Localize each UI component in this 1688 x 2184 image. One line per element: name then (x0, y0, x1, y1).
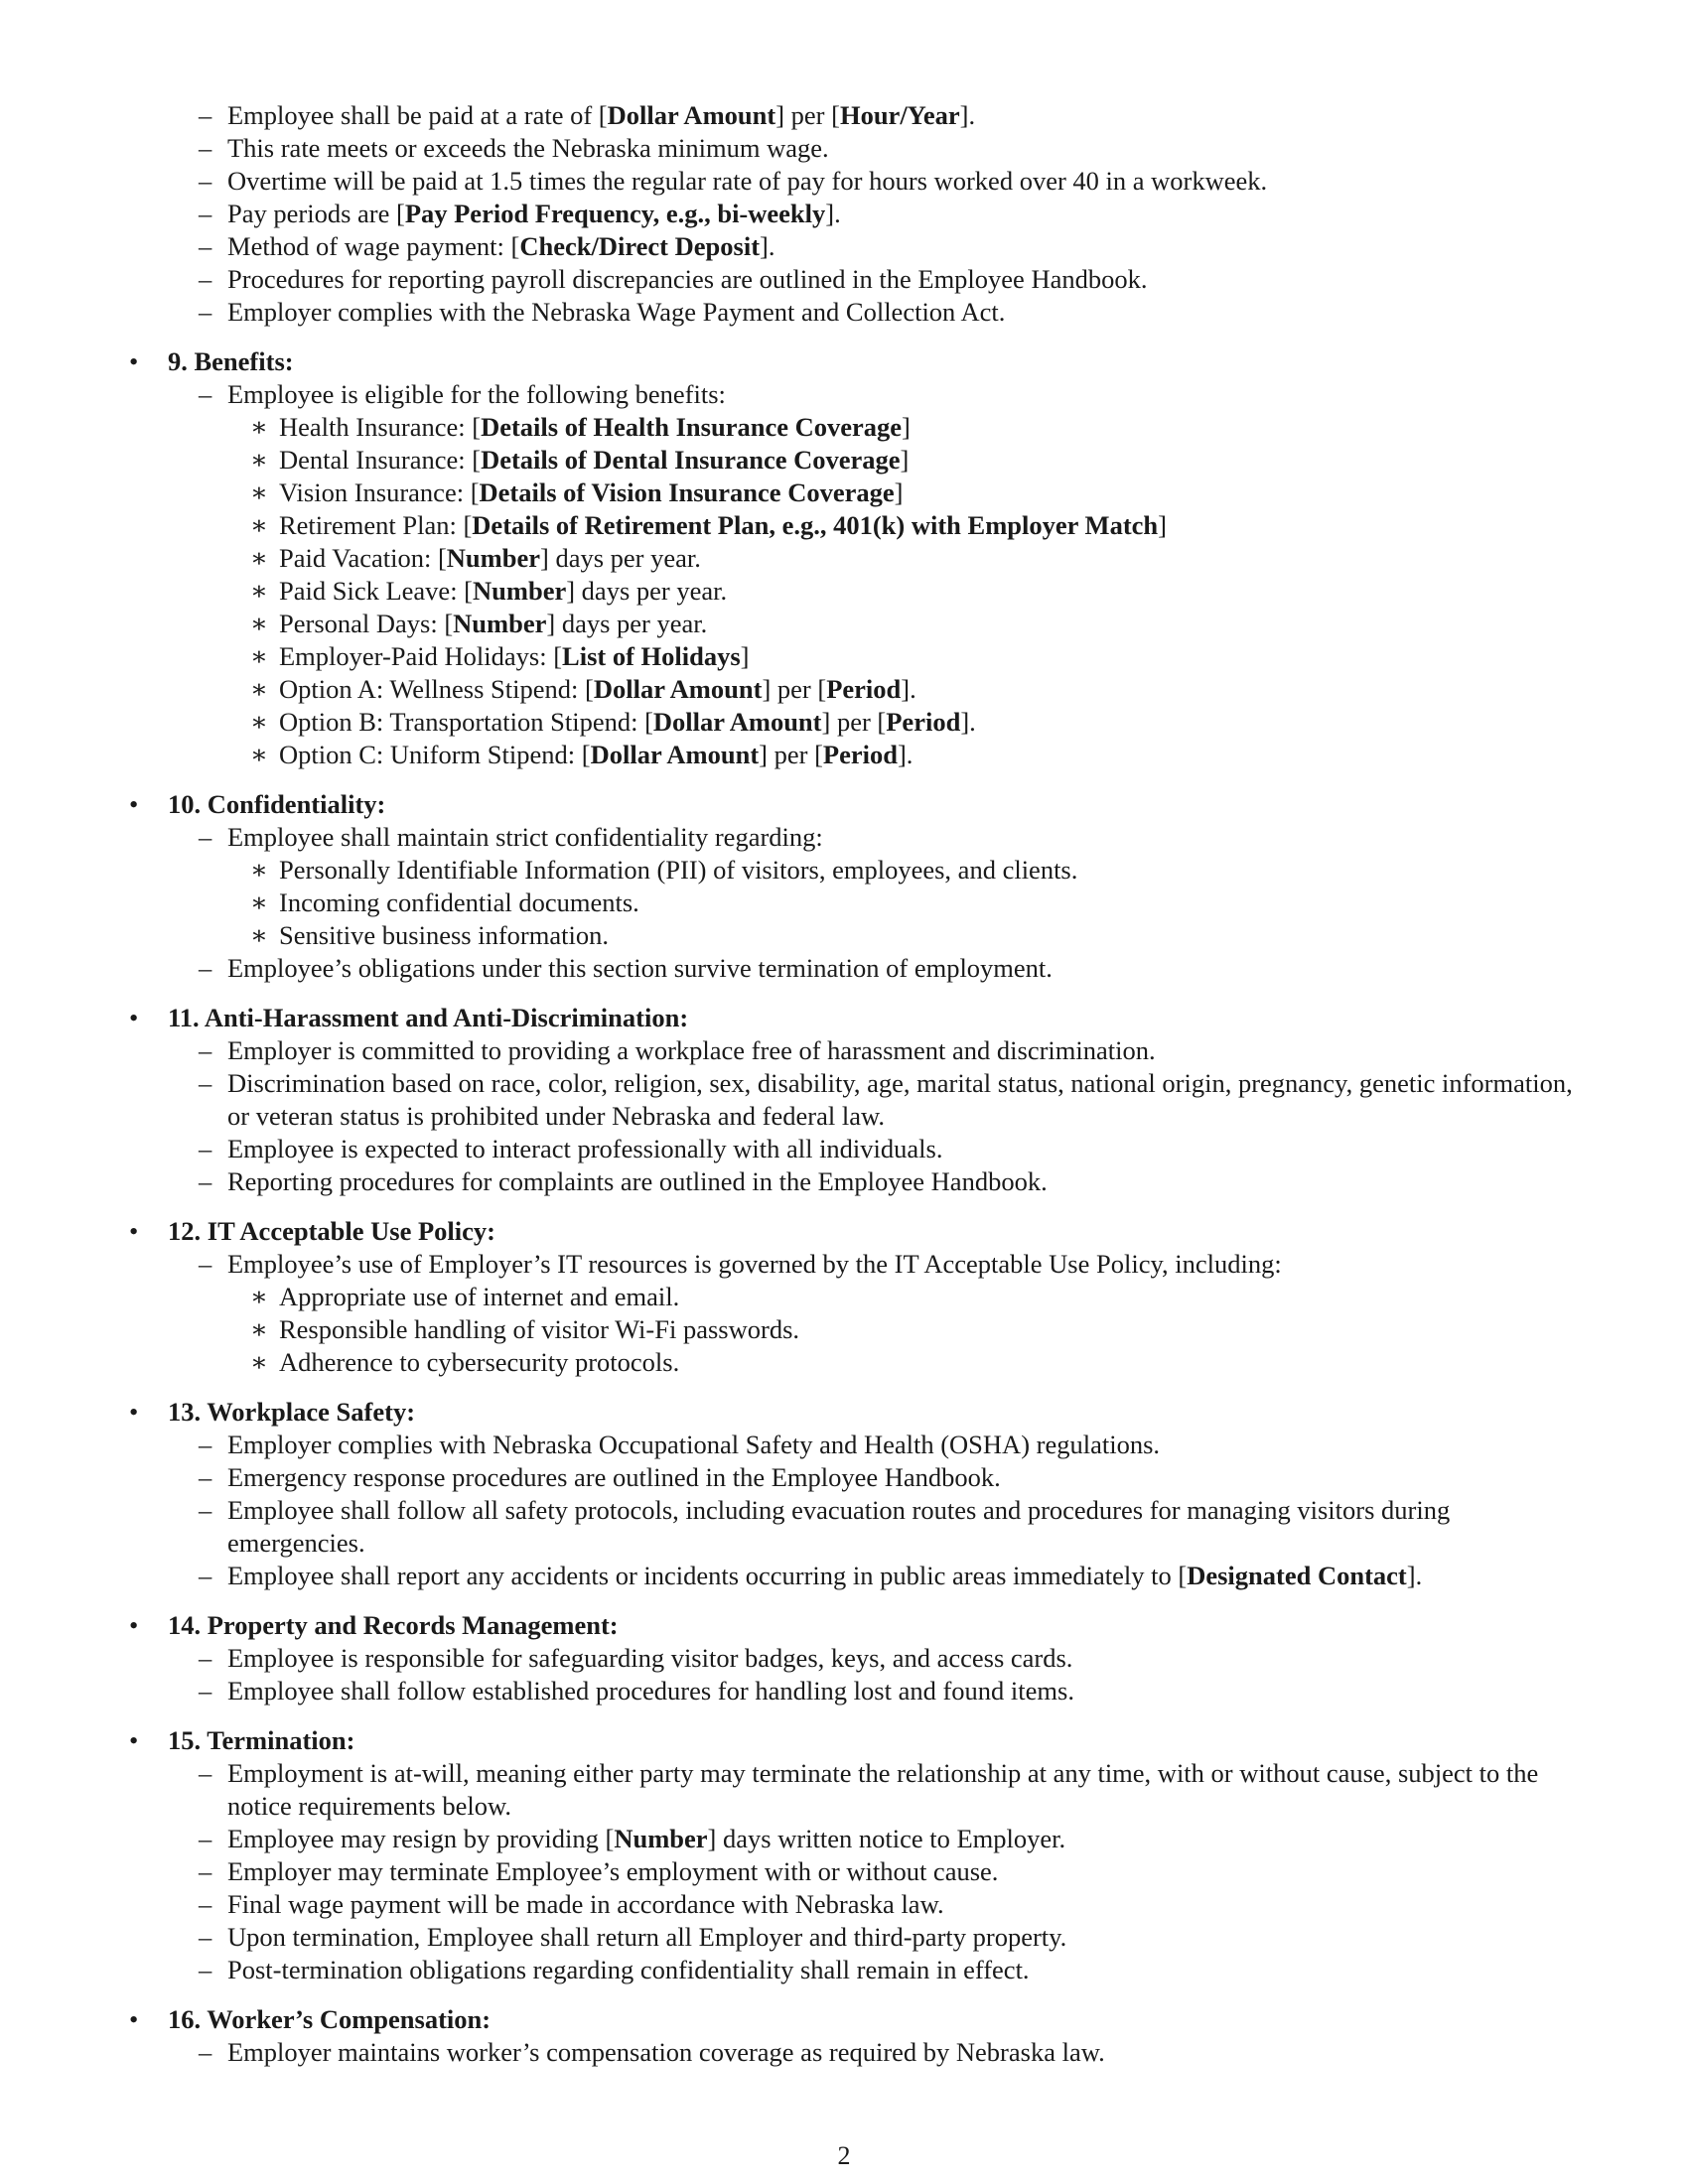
dash-bullet-icon: – (199, 1643, 212, 1673)
list-item-text (227, 1462, 1001, 1492)
list-item (129, 1855, 1589, 1888)
list-item (129, 1034, 1589, 1067)
text-run: Reporting procedures for complaints are outlined in the Employee Handbook. (227, 1166, 1048, 1196)
list-item-text (279, 1314, 799, 1344)
list-item-text (279, 855, 1077, 885)
text-run: Upon termination, Employee shall return all Employer and third-party property. (227, 1922, 1067, 1952)
text-run: Employee is eligible for the following benefits: (227, 379, 726, 409)
dash-bullet-icon: – (199, 1462, 212, 1492)
document-body (129, 99, 1589, 2069)
text-run: Retirement Plan: [ (279, 510, 473, 540)
text-run: Pay periods are [ (227, 199, 405, 228)
text-run: Paid Sick Leave: [ (279, 576, 474, 606)
list-item (129, 1461, 1589, 1494)
list-item-text (279, 740, 913, 769)
list-item (129, 608, 1589, 640)
list-item-text (279, 412, 911, 442)
dash-bullet-icon: – (199, 1068, 212, 1098)
list-item-text (227, 1249, 1282, 1279)
list-item-text (227, 379, 726, 409)
section-heading (129, 1396, 1589, 1429)
list-item-text (279, 887, 639, 917)
section-heading (129, 345, 1589, 378)
placeholder-field: Number (453, 609, 547, 638)
text-run: Employee is responsible for safeguarding visitor badges, keys, and access cards. (227, 1643, 1073, 1673)
list-item (129, 706, 1589, 739)
placeholder-field: Number (614, 1824, 708, 1853)
list-item-text (279, 543, 701, 573)
list-item-text (279, 707, 976, 737)
bullet-icon: • (129, 2004, 139, 2034)
text-run: Vision Insurance: [ (279, 478, 480, 507)
dash-bullet-icon: – (199, 1249, 212, 1279)
text-run: Sensitive business information. (279, 920, 609, 950)
text-run: Employer is committed to providing a workplace free of harassment and discrimination. (227, 1035, 1156, 1065)
list-item-text (227, 1922, 1066, 1952)
dash-bullet-icon: – (199, 1035, 212, 1065)
list-item (129, 952, 1589, 985)
section-title: 12. IT Acceptable Use Policy: (168, 1216, 495, 1246)
list-item-text (279, 641, 750, 671)
text-run: Employee is expected to interact professionally with all individuals. (227, 1134, 943, 1163)
asterisk-bullet-icon: ∗ (250, 674, 269, 704)
asterisk-bullet-icon: ∗ (250, 1347, 269, 1377)
text-run: This rate meets or exceeds the Nebraska minimum wage. (227, 133, 829, 163)
list-item (129, 1921, 1589, 1954)
list-item (129, 1313, 1589, 1346)
dash-bullet-icon: – (199, 1889, 212, 1919)
list-item-text (227, 231, 774, 261)
list-item (129, 575, 1589, 608)
text-run: Employee shall follow established procedures for handling lost and found items. (227, 1676, 1074, 1706)
list-item-text (227, 1430, 1160, 1459)
bullet-icon: • (129, 1725, 139, 1755)
list-item-text (227, 953, 1053, 983)
bullet-icon: • (129, 789, 139, 819)
wage-item (129, 99, 1589, 132)
dash-bullet-icon: – (199, 2037, 212, 2067)
text-run: ] days per year. (546, 609, 708, 638)
asterisk-bullet-icon: ∗ (250, 920, 269, 950)
dash-bullet-icon: – (199, 231, 212, 261)
list-item (129, 1954, 1589, 1986)
placeholder-field: Number (446, 543, 541, 573)
text-run: ] per [ (762, 674, 827, 704)
text-run: ] (894, 478, 904, 507)
asterisk-bullet-icon: ∗ (250, 641, 269, 671)
text-run: Incoming confidential documents. (279, 887, 639, 917)
text-run: Employee may resign by providing [ (227, 1824, 615, 1853)
placeholder-field: Number (473, 576, 567, 606)
text-run: Final wage payment will be made in accordance with Nebraska law. (227, 1889, 944, 1919)
asterisk-bullet-icon: ∗ (250, 740, 269, 769)
bullet-icon: • (129, 346, 139, 376)
list-item (129, 411, 1589, 444)
list-item-text (279, 920, 609, 950)
list-item-text (227, 1166, 1048, 1196)
wage-item (129, 132, 1589, 165)
list-item-text (227, 1561, 1422, 1590)
list-item-text (227, 1643, 1072, 1673)
placeholder-field: Period (822, 740, 898, 769)
list-item-text (279, 674, 916, 704)
dash-bullet-icon: – (199, 822, 212, 852)
text-run: ]. (959, 100, 976, 130)
list-item (129, 1675, 1589, 1707)
placeholder-field: Details of Health Insurance Coverage (481, 412, 903, 442)
text-run: Personal Days: [ (279, 609, 454, 638)
text-run: ] (1158, 510, 1167, 540)
text-run: Employee shall be paid at a rate of [ (227, 100, 608, 130)
text-run: Employer complies with the Nebraska Wage Payment and Collection Act. (227, 297, 1006, 327)
text-run: Personally Identifiable Information (PII) of visitors, employees, and clients. (279, 855, 1078, 885)
asterisk-bullet-icon: ∗ (250, 412, 269, 442)
text-run: ]. (960, 707, 976, 737)
placeholder-field: Designated Contact (1187, 1561, 1407, 1590)
text-run: Employer complies with Nebraska Occupational Safety and Health (OSHA) regulations. (227, 1430, 1161, 1459)
text-run: Employee shall follow all safety protocols, including evacuation routes and procedures for managing visitors during emergencies. (227, 1495, 1451, 1558)
dash-bullet-icon: – (199, 133, 212, 163)
section-heading (129, 788, 1589, 821)
placeholder-field: Period (826, 674, 902, 704)
list-item-text (227, 1067, 1589, 1133)
asterisk-bullet-icon: ∗ (250, 576, 269, 606)
text-run: ]. (897, 740, 914, 769)
section-heading (129, 1215, 1589, 1248)
text-run: Option A: Wellness Stipend: [ (279, 674, 594, 704)
list-item (129, 378, 1589, 411)
placeholder-field: Dollar Amount (593, 674, 763, 704)
list-item-text (227, 822, 823, 852)
list-item (129, 739, 1589, 771)
text-run: Method of wage payment: [ (227, 231, 520, 261)
list-item-text (279, 478, 903, 507)
list-item (129, 887, 1589, 919)
asterisk-bullet-icon: ∗ (250, 855, 269, 885)
text-run: Procedures for reporting payroll discrepancies are outlined in the Employee Handbook. (227, 264, 1148, 294)
text-run: Option B: Transportation Stipend: [ (279, 707, 653, 737)
text-run: Adherence to cybersecurity protocols. (279, 1347, 680, 1377)
bullet-icon: • (129, 1003, 139, 1032)
list-item-text (227, 199, 841, 228)
list-item-text (227, 1889, 944, 1919)
placeholder-field: Dollar Amount (652, 707, 822, 737)
placeholder-field: Details of Vision Insurance Coverage (479, 478, 895, 507)
section-heading (129, 1002, 1589, 1034)
text-run: ] days written notice to Employer. (707, 1824, 1066, 1853)
placeholder-field: Dollar Amount (607, 100, 776, 130)
text-run: Option C: Uniform Stipend: [ (279, 740, 591, 769)
section-title: 16. Worker’s Compensation: (168, 2004, 492, 2034)
list-item (129, 542, 1589, 575)
list-item-text (227, 297, 1005, 327)
dash-bullet-icon: – (199, 1561, 212, 1590)
wage-item (129, 198, 1589, 230)
section-title: 9. Benefits: (168, 346, 294, 376)
text-run: Employee shall maintain strict confidentiality regarding: (227, 822, 823, 852)
list-item-text (227, 1134, 942, 1163)
list-item (129, 477, 1589, 509)
text-run: Appropriate use of internet and email. (279, 1282, 680, 1311)
asterisk-bullet-icon: ∗ (250, 1282, 269, 1311)
text-run: ]. (1406, 1561, 1423, 1590)
dash-bullet-icon: – (199, 1676, 212, 1706)
dash-bullet-icon: – (199, 1134, 212, 1163)
placeholder-field: Details of Retirement Plan, e.g., 401(k) with Employer Match (472, 510, 1159, 540)
text-run: ] per [ (775, 100, 840, 130)
bullet-icon: • (129, 1397, 139, 1427)
list-item-text (279, 1282, 679, 1311)
list-item (129, 1757, 1589, 1823)
list-item-text (279, 609, 707, 638)
list-item (129, 673, 1589, 706)
list-item (129, 1560, 1589, 1592)
placeholder-field: Pay Period Frequency, e.g., bi-weekly (404, 199, 826, 228)
list-item (129, 1494, 1589, 1560)
text-run: Health Insurance: [ (279, 412, 482, 442)
text-run: Employee shall report any accidents or incidents occurring in public areas immediately to [ (227, 1561, 1188, 1590)
list-item-text (227, 1824, 1065, 1853)
list-item-text (227, 1856, 998, 1886)
section-heading (129, 1609, 1589, 1642)
wage-item (129, 296, 1589, 329)
text-run: ] (740, 641, 750, 671)
list-item-text (227, 2037, 1105, 2067)
dash-bullet-icon: – (199, 1856, 212, 1886)
list-item (129, 1067, 1589, 1133)
text-run: Employer may terminate Employee’s employment with or without cause. (227, 1856, 999, 1886)
wage-item (129, 263, 1589, 296)
text-run: ] (900, 445, 910, 475)
list-item (129, 1248, 1589, 1281)
text-run: ] days per year. (566, 576, 728, 606)
list-item (129, 1165, 1589, 1198)
placeholder-field: Check/Direct Deposit (519, 231, 761, 261)
section-heading (129, 1724, 1589, 1757)
dash-bullet-icon: – (199, 1495, 212, 1525)
section-heading (129, 2003, 1589, 2036)
text-run: Discrimination based on race, color, religion, sex, disability, age, marital status, national origin, pregnancy, genetic information, or veteran status is prohibited under Nebraska and federal law. (227, 1068, 1573, 1131)
asterisk-bullet-icon: ∗ (250, 887, 269, 917)
section-title: 11. Anti-Harassment and Anti-Discrimination: (168, 1003, 689, 1032)
list-item (129, 821, 1589, 854)
bullet-icon: • (129, 1610, 139, 1640)
list-item (129, 1642, 1589, 1675)
text-run: Paid Vacation: [ (279, 543, 447, 573)
text-run: ]. (901, 674, 916, 704)
dash-bullet-icon: – (199, 199, 212, 228)
list-item (129, 640, 1589, 673)
list-item-text (227, 166, 1267, 196)
list-item-text (279, 576, 727, 606)
text-run: Emergency response procedures are outlined in the Employee Handbook. (227, 1462, 1001, 1492)
placeholder-field: Dollar Amount (590, 740, 760, 769)
section-title: 15. Termination: (168, 1725, 355, 1755)
asterisk-bullet-icon: ∗ (250, 1314, 269, 1344)
placeholder-field: Hour/Year (839, 100, 960, 130)
list-item-text (227, 1035, 1156, 1065)
dash-bullet-icon: – (199, 379, 212, 409)
asterisk-bullet-icon: ∗ (250, 478, 269, 507)
list-item (129, 2036, 1589, 2069)
list-item (129, 1281, 1589, 1313)
list-item (129, 1823, 1589, 1855)
list-item (129, 1888, 1589, 1921)
list-item-text (227, 1676, 1074, 1706)
placeholder-field: Details of Dental Insurance Coverage (481, 445, 901, 475)
list-item (129, 1133, 1589, 1165)
dash-bullet-icon: – (199, 1824, 212, 1853)
asterisk-bullet-icon: ∗ (250, 510, 269, 540)
text-run: Employment is at-will, meaning either party may terminate the relationship at any time, with or without cause, subject to the notice requirements below. (227, 1758, 1539, 1821)
list-item (129, 1346, 1589, 1379)
list-item (129, 509, 1589, 542)
dash-bullet-icon: – (199, 1758, 212, 1788)
placeholder-field: List of Holidays (562, 641, 741, 671)
text-run: Overtime will be paid at 1.5 times the regular rate of pay for hours worked over 40 in a workweek. (227, 166, 1268, 196)
text-run: ] per [ (821, 707, 887, 737)
section-title: 14. Property and Records Management: (168, 1610, 619, 1640)
text-run: Dental Insurance: [ (279, 445, 482, 475)
list-item-text (227, 100, 975, 130)
list-item-text (227, 1757, 1589, 1823)
dash-bullet-icon: – (199, 264, 212, 294)
text-run: Employee’s use of Employer’s IT resources is governed by the IT Acceptable Use Policy, including: (227, 1249, 1282, 1279)
list-item-text (279, 445, 909, 475)
asterisk-bullet-icon: ∗ (250, 445, 269, 475)
asterisk-bullet-icon: ∗ (250, 609, 269, 638)
list-item-text (227, 1955, 1030, 1984)
text-run: ]. (760, 231, 775, 261)
text-run: ] days per year. (540, 543, 701, 573)
dash-bullet-icon: – (199, 1166, 212, 1196)
list-item-text (227, 1494, 1589, 1560)
dash-bullet-icon: – (199, 297, 212, 327)
text-run: Responsible handling of visitor Wi-Fi passwords. (279, 1314, 800, 1344)
list-item-text (227, 264, 1147, 294)
list-item-text (279, 1347, 679, 1377)
asterisk-bullet-icon: ∗ (250, 707, 269, 737)
list-item (129, 1429, 1589, 1461)
wage-item (129, 165, 1589, 198)
bullet-icon: • (129, 1216, 139, 1246)
dash-bullet-icon: – (199, 953, 212, 983)
placeholder-field: Period (886, 707, 961, 737)
section-title: 10. Confidentiality: (168, 789, 386, 819)
dash-bullet-icon: – (199, 166, 212, 196)
text-run: Employer-Paid Holidays: [ (279, 641, 563, 671)
dash-bullet-icon: – (199, 1955, 212, 1984)
text-run: Employee’s obligations under this section survive termination of employment. (227, 953, 1053, 983)
text-run: ]. (825, 199, 841, 228)
dash-bullet-icon: – (199, 100, 212, 130)
text-run: Post-termination obligations regarding confidentiality shall remain in effect. (227, 1955, 1030, 1984)
text-run: ] (902, 412, 911, 442)
dash-bullet-icon: – (199, 1430, 212, 1459)
wage-item (129, 230, 1589, 263)
text-run: ] per [ (759, 740, 823, 769)
asterisk-bullet-icon: ∗ (250, 543, 269, 573)
list-item (129, 854, 1589, 887)
dash-bullet-icon: – (199, 1922, 212, 1952)
list-item (129, 919, 1589, 952)
text-run: Employer maintains worker’s compensation coverage as required by Nebraska law. (227, 2037, 1105, 2067)
list-item-text (279, 510, 1167, 540)
section-title: 13. Workplace Safety: (168, 1397, 416, 1427)
list-item (129, 444, 1589, 477)
page-number: 2 (837, 2141, 851, 2170)
list-item-text (227, 133, 829, 163)
